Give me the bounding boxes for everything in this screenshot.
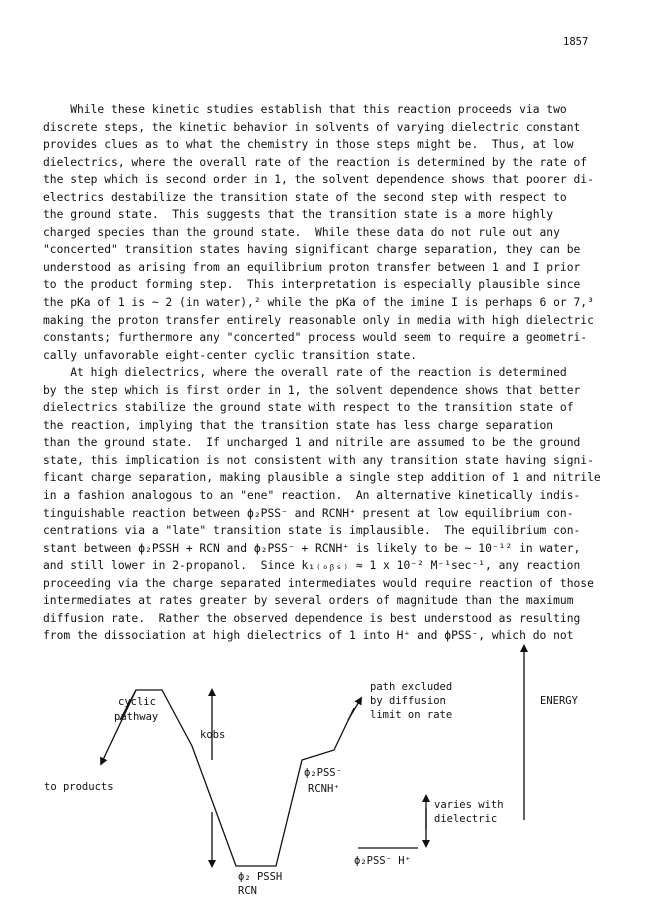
path-excluded-line1: path excluded xyxy=(370,681,453,693)
text-line: the reaction, implying that the transition state has less charge separation xyxy=(43,418,554,432)
text-line: intermediates at rates greater by several orders of magnitude than the maximum xyxy=(43,594,574,608)
text-line: stant between ϕ₂PSSH + RCN and ϕ₂PSS⁻ + RCNH⁺ is likely to be ~ 10⁻¹² in water, xyxy=(43,541,581,555)
text-line: cally unfavorable eight-center cyclic transition state. xyxy=(43,348,418,362)
text-line: electrics destabilize the transition state of the second step with respect to xyxy=(43,190,567,204)
text-line: "concerted" transition states having significant charge separation, they can be xyxy=(43,243,581,257)
text-line: the pKa of 1 is ~ 2 (in water),² while the pKa of the imine I is perhaps 6 or 7,³ xyxy=(43,296,594,310)
text-line: constants; furthermore any "concerted" process would seem to require a geometri- xyxy=(43,331,588,345)
text-line: by the step which is first order in 1, the solvent dependence shows that better xyxy=(43,383,581,397)
text-line: in a fashion analogous to an "ene" reaction. An alternative kinetically indis- xyxy=(43,489,581,503)
path-excluded-line3: limit on rate xyxy=(370,709,453,721)
text-line: than the ground state. If uncharged 1 and nitrile are assumed to be the ground xyxy=(43,436,581,450)
text-line: making the proton transfer entirely reasonable only in media with high dielectric xyxy=(43,313,594,327)
text-line: At high dielectrics, where the overall rate of the reaction is determined xyxy=(43,366,567,380)
text-line: ficant charge separation, making plausible a single step addition of 1 and nitrile xyxy=(43,471,601,485)
text-line: dielectrics, where the overall rate of the reaction is determined by the rate of xyxy=(43,155,588,169)
varies-label-line2: dielectric xyxy=(434,813,498,825)
path-excluded-arrow xyxy=(348,700,360,720)
to-products-label: to products xyxy=(44,781,114,793)
text-line: the step which is second order in 1, the solvent dependence shows that poorer di- xyxy=(43,173,594,187)
varies-label-line1: varies with xyxy=(434,799,504,811)
text-line: provides clues as to what the chemistry in those steps might be. Thus, at low xyxy=(43,138,574,152)
text-line: While these kinetic studies establish that this reaction proceeds via two xyxy=(43,103,567,116)
text-line: dielectrics stabilize the ground state with respect to the transition state of xyxy=(43,401,574,415)
text-line: charged species than the ground state. While these data do not rule out any xyxy=(43,225,560,239)
text-line: discrete steps, the kinetic behavior in solvents of varying dielectric constant xyxy=(43,120,581,134)
text-line: to the product forming step. This interpretation is especially plausible since xyxy=(43,278,581,292)
cyclic-label: cyclic xyxy=(118,696,156,708)
intermediate-anion-label: ϕ₂PSS⁻ xyxy=(304,767,342,779)
text-line: and still lower in 2-propanol. Since k₁₍ₒᵦₛ₎ ≈ 1 x 10⁻² M⁻¹sec⁻¹, any reaction xyxy=(43,559,581,573)
text-line: proceeding via the charge separated intermediates would require reaction of those xyxy=(43,576,594,590)
ground-state-label: ϕ₂ PSSH xyxy=(238,871,283,883)
kobs-label: kobs xyxy=(200,729,226,741)
ground-state-rcn-label: RCN xyxy=(238,885,257,897)
pathway-label: pathway xyxy=(114,711,159,723)
text-line: diffusion rate. Rather the observed dependence is best understood as resulting xyxy=(43,611,581,625)
text-line: centrations via a "late" transition state is implausible. The equilibrium con- xyxy=(43,524,581,538)
text-line: the ground state. This suggests that the transition state is a more highly xyxy=(43,208,554,222)
intermediate-cation-label: RCNH⁺ xyxy=(308,783,340,795)
dissociated-label: ϕ₂PSS⁻ H⁺ xyxy=(354,855,411,867)
text-line: state, this implication is not consistent with any transition state having signi- xyxy=(43,453,594,467)
text-line: tinguishable reaction between ϕ₂PSS⁻ and RCNH⁺ present at low equilibrium con- xyxy=(43,506,574,520)
text-line: understood as arising from an equilibrium proton transfer between 1 and I prior xyxy=(43,260,581,274)
page-number: 1857 xyxy=(563,36,589,48)
energy-axis-label: ENERGY xyxy=(540,695,578,707)
path-excluded-line2: by diffusion xyxy=(370,695,446,707)
text-line: from the dissociation at high dielectrics of 1 into H⁺ and ϕPSS⁻, which do not xyxy=(43,629,574,643)
